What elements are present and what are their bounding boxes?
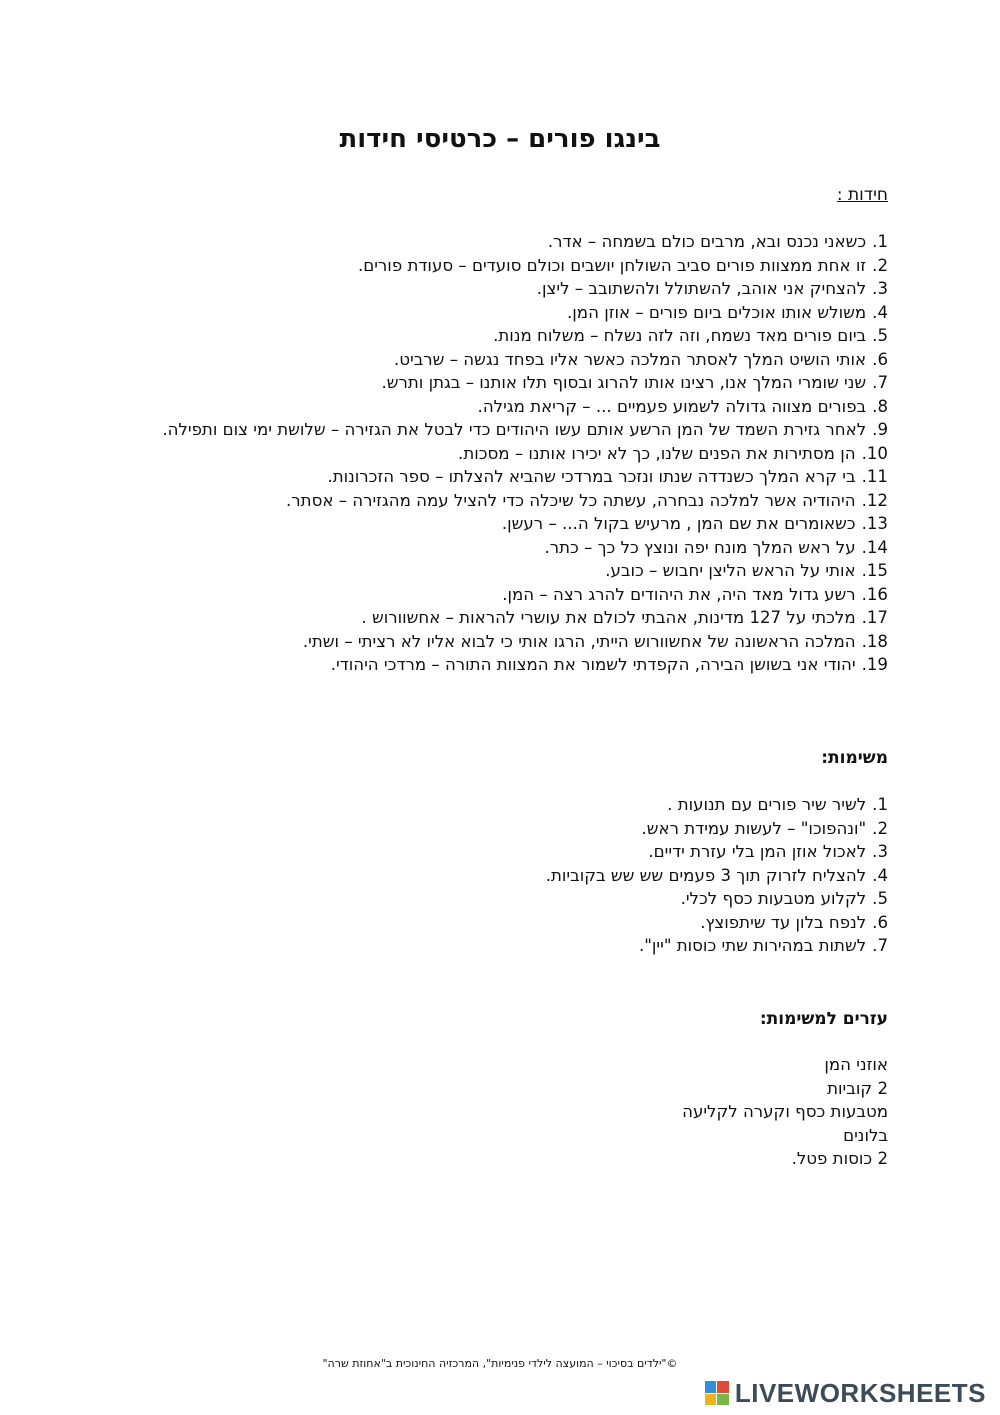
riddle-item-text: משולש אותו אוכלים ביום פורים – אוזן המן. xyxy=(567,302,867,322)
riddle-item-text: בי קרא המלך כשנדדה שנתו ונזכר במרדכי שהביא להצלתו – ספר הזכרונות. xyxy=(327,467,856,486)
riddles-list xyxy=(158,230,888,677)
task-item-text: לשיר שיר פורים עם תנועות . xyxy=(667,795,867,814)
riddle-item xyxy=(158,254,888,278)
helper-item: מטבעות כסף וקערה לקליעה xyxy=(682,1102,888,1121)
helper-item: 2 כוסות פטל. xyxy=(791,1149,888,1168)
riddle-item-number: 5. xyxy=(872,326,888,345)
riddle-item-number: 18. xyxy=(861,631,888,651)
task-item-text: לאכול אוזן המן בלי עזרת ידיים. xyxy=(648,842,867,861)
riddle-item-number: 12. xyxy=(861,490,888,510)
riddle-item xyxy=(158,606,888,630)
riddle-item-text: ביום פורים מאד נשמח, וזה לזה נשלח – משלוח מנות. xyxy=(493,326,867,345)
task-item-number: 5. xyxy=(872,889,888,908)
riddle-item-text: להצחיק אני אוהב, להשתולל ולהשתובב – ליצן. xyxy=(536,279,867,298)
riddle-item-number: 7. xyxy=(872,373,888,392)
riddle-item-text: לאחר גזירת השמד של המן הרשע אותם עשו היהודים כדי לבטל את הגזירה – שלושת ימי צום ותפילה. xyxy=(162,420,867,439)
riddle-item-number: 14. xyxy=(861,537,888,557)
riddle-item xyxy=(158,583,888,607)
riddle-item xyxy=(158,324,888,348)
riddle-item xyxy=(158,371,888,395)
task-item xyxy=(158,864,888,888)
task-item-number: 3. xyxy=(872,842,888,861)
riddle-item-number: 2. xyxy=(872,255,888,275)
riddle-item-text: זו אחת ממצוות פורים סביב השולחן יושבים וכולם סועדים – סעודת פורים. xyxy=(357,255,867,275)
riddle-item-text: בפורים מצווה גדולה לשמוע פעמיים ... – קריאת מגילה. xyxy=(477,396,867,416)
riddle-item xyxy=(158,630,888,654)
helpers-list xyxy=(488,1053,888,1171)
page-title: בינגו פורים – כרטיסי חידות xyxy=(339,124,661,154)
riddle-item-text: רשע גדול מאד היה, את היהודים להרג רצה – המן. xyxy=(502,584,856,604)
riddle-item-number: 17. xyxy=(861,608,888,627)
riddle-item xyxy=(158,230,888,254)
task-item xyxy=(158,793,888,817)
riddle-item xyxy=(158,512,888,536)
brand-name: LIVEWORKSHEETS xyxy=(734,1378,986,1408)
task-item xyxy=(158,817,888,841)
helper-item: 2 קוביות xyxy=(827,1078,888,1098)
riddle-item-number: 11. xyxy=(861,467,888,486)
riddle-item-number: 1. xyxy=(872,232,888,251)
tasks-list xyxy=(158,793,888,958)
task-item-text: להצליח לזרוק תוך 3 פעמים שש שש בקוביות. xyxy=(545,865,867,885)
task-item xyxy=(158,840,888,864)
riddle-item-number: 6. xyxy=(872,349,888,369)
copyright-footer: ©"ילדים בסיכוי – המועצה לילדי פנימיות", המרכזיה החינוכית ב"אחוזת שרה" xyxy=(322,1357,678,1370)
riddle-item-number: 3. xyxy=(872,279,888,298)
tasks-heading: משימות: xyxy=(821,748,888,768)
riddle-item xyxy=(158,489,888,513)
task-item-number: 4. xyxy=(872,865,888,885)
task-item-number: 6. xyxy=(872,912,888,932)
riddle-item-text: אותי הושיט המלך לאסתר המלכה כאשר אליו בפחד נגשה – שרביט. xyxy=(393,349,867,369)
riddle-item-text: כשאני נכנס ובא, מרבים כולם בשמחה – אדר. xyxy=(547,232,867,251)
task-item xyxy=(158,887,888,911)
riddle-item xyxy=(158,653,888,677)
riddle-item-number: 19. xyxy=(861,655,888,674)
riddle-item xyxy=(158,348,888,372)
task-item-text: לקלוע מטבעות כסף לכלי. xyxy=(680,889,867,908)
riddle-item-number: 4. xyxy=(872,302,888,322)
riddle-item xyxy=(158,465,888,489)
riddle-item-text: כשאומרים את שם המן , מרעיש בקול ה... – רעשן. xyxy=(501,514,856,533)
helpers-heading: עזרים למשימות: xyxy=(759,1009,888,1029)
riddle-item xyxy=(158,536,888,560)
task-item-number: 2. xyxy=(872,818,888,838)
riddle-item xyxy=(158,395,888,419)
riddle-item xyxy=(158,559,888,583)
riddle-item-number: 13. xyxy=(861,514,888,533)
riddle-item-text: מלכתי על 127 מדינות, אהבתי לכולם את עושרי להראות – אחשוורוש . xyxy=(361,608,856,627)
riddle-item-text: יהודי אני בשושן הבירה, הקפדתי לשמור את המצוות התורה – מרדכי היהודי. xyxy=(330,655,856,674)
riddle-item xyxy=(158,418,888,442)
riddle-item-text: אותי על הראש הליצן יחבוש – כובע. xyxy=(605,561,856,580)
helper-item: בלונים xyxy=(843,1125,888,1145)
task-item xyxy=(158,934,888,958)
riddle-item-text: שני שומרי המלך אנו, רצינו אותו להרוג ובסוף תלו אותנו – בגתן ותרש. xyxy=(381,373,867,392)
liveworksheets-brand[interactable] xyxy=(705,1378,986,1408)
riddles-heading: חידות : xyxy=(836,185,888,205)
task-item xyxy=(158,911,888,935)
riddle-item-number: 16. xyxy=(861,584,888,604)
liveworksheets-logo-icon xyxy=(705,1381,729,1405)
riddle-item xyxy=(158,301,888,325)
riddle-item xyxy=(158,277,888,301)
riddle-item xyxy=(158,442,888,466)
task-item-number: 1. xyxy=(872,795,888,814)
riddle-item-text: על ראש המלך מונח יפה ונוצץ כל כך – כתר. xyxy=(544,537,856,557)
riddle-item-number: 8. xyxy=(872,396,888,416)
task-item-text: "ונהפוכו" – לעשות עמידת ראש. xyxy=(641,818,867,838)
task-item-number: 7. xyxy=(872,936,888,955)
task-item-text: לנפח בלון עד שיתפוצץ. xyxy=(700,912,867,932)
riddle-item-number: 9. xyxy=(872,420,888,439)
riddle-item-number: 15. xyxy=(861,561,888,580)
riddle-item-text: הן מסתירות את הפנים שלנו, כך לא יכירו אותנו – מסכות. xyxy=(458,443,856,463)
riddle-item-text: המלכה הראשונה של אחשוורוש הייתי, הרגו אותי כי לבוא אליו לא רציתי – ושתי. xyxy=(302,631,856,651)
riddle-item-text: היהודיה אשר למלכה נבחרה, עשתה כל שיכלה כדי להציל עמה מהגזירה – אסתר. xyxy=(286,490,856,510)
helper-item: אוזני המן xyxy=(824,1055,888,1074)
riddle-item-number: 10. xyxy=(861,443,888,463)
task-item-text: לשתות במהירות שתי כוסות "יין". xyxy=(638,936,867,955)
